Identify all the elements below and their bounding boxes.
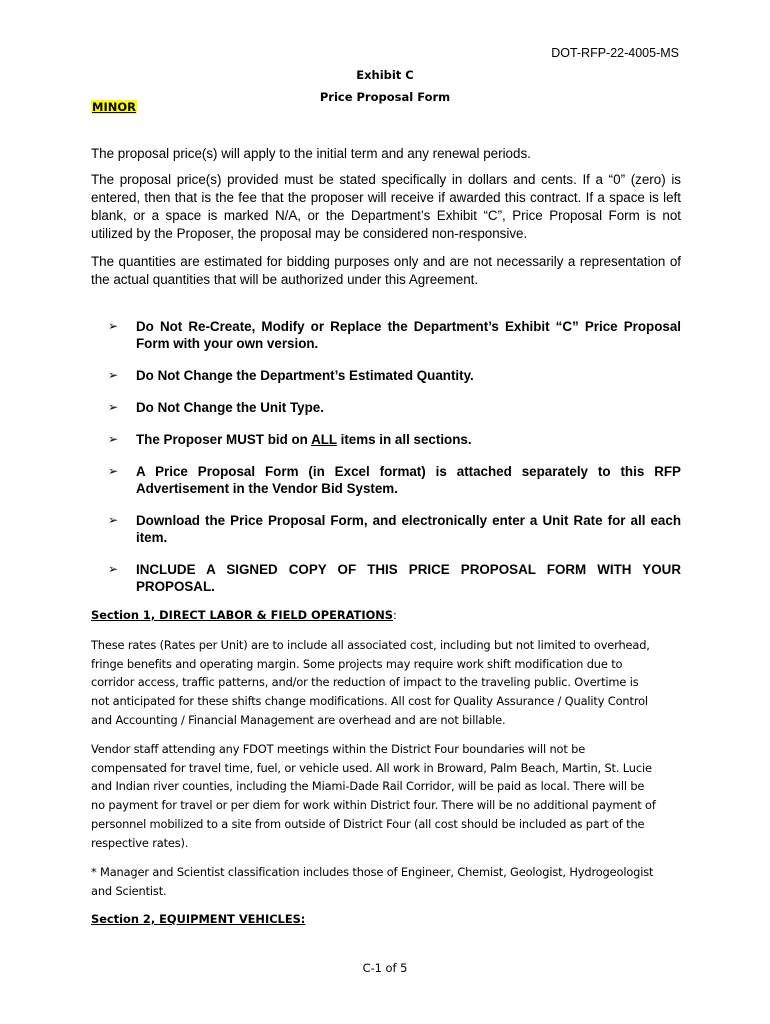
section-1-paragraph-2: Vendor staff attending any FDOT meetings within the District Four boundaries will not be compensated for travel time, fuel, or vehicle used. All work in Broward, Palm Beach, Martin, St. Lucie and Indian river counties, including the Miami-Dade Rail Corridor, will be paid as local. There will be no payment for travel or per diem for work within District four. There will be no additional payment of personnel mobilized to a site from outside of District Four (all cost should be included as part of the respective rates).: [91, 742, 656, 850]
form-title: Price Proposal Form: [319, 90, 451, 104]
arrow-bullet-icon: ➢: [108, 319, 119, 333]
arrow-bullet-icon: ➢: [108, 368, 119, 382]
arrow-bullet-icon: ➢: [108, 432, 119, 446]
instruction-item: [108, 399, 681, 416]
instruction-emphasis: ALL: [311, 432, 337, 447]
instruction-text: Do Not Re-Create, Modify or Replace the Department’s Exhibit “C” Price Proposal Form with your own version.: [136, 319, 681, 351]
instruction-text: A Price Proposal Form (in Excel format) is attached separately to this RFP Advertisement in the Vendor Bid System.: [136, 464, 681, 496]
instruction-item: [108, 431, 681, 448]
instruction-text: INCLUDE A SIGNED COPY OF THIS PRICE PROPOSAL FORM WITH YOUR PROPOSAL.: [136, 562, 681, 594]
page-number: C-1 of 5: [362, 961, 408, 975]
section-2-heading-text: Section 2, EQUIPMENT VEHICLES:: [91, 912, 306, 926]
section-1-heading: [91, 608, 397, 622]
section-2-heading: [91, 912, 305, 926]
intro-paragraph-2: The proposal price(s) provided must be stated specifically in dollars and cents. If a “0” (zero) is entered, then that is the fee that the proposer will receive if awarded this contract. If a space is left blank, or a space is marked N/A, or the Department’s Exhibit “C”, Price Proposal Form is not utilized by the Proposer, the proposal may be considered non-responsive.: [91, 172, 681, 241]
arrow-bullet-icon: ➢: [108, 400, 119, 414]
document-id: DOT-RFP-22-4005-MS: [551, 46, 679, 60]
instruction-item: [108, 318, 681, 352]
intro-paragraph-3: The quantities are estimated for bidding purposes only and are not necessarily a representation of the actual quantities that will be authorized under this Agreement.: [91, 254, 681, 287]
section-1-paragraph-1: These rates (Rates per Unit) are to include all associated cost, including but not limited to overhead, fringe benefits and operating margin. Some projects may require work shift modification due to corridor access, traffic patterns, and/or the reduction of impact to the traveling public. Overtime is not anticipated for these shifts change modifications. All cost for Quality Assurance / Quality Control and Accounting / Financial Management are overhead and are not billable.: [91, 638, 650, 727]
arrow-bullet-icon: ➢: [108, 464, 119, 478]
instruction-text-post: items in all sections.: [336, 432, 472, 447]
section-1-heading-colon: :: [393, 608, 397, 622]
section-1-paragraph-3: * Manager and Scientist classification includes those of Engineer, Chemist, Geologist, Hydrogeologist and Scientist.: [91, 865, 654, 898]
instruction-text: Do Not Change the Unit Type.: [136, 400, 324, 415]
instruction-text: Do Not Change the Department’s Estimated Quantity.: [136, 368, 474, 383]
instruction-text-pre: The Proposer MUST bid on: [136, 432, 312, 447]
minor-label: MINOR: [92, 100, 136, 114]
arrow-bullet-icon: ➢: [108, 513, 119, 527]
section-1-heading-text: Section 1, DIRECT LABOR & FIELD OPERATIONS: [91, 608, 393, 622]
instruction-list: [108, 318, 681, 595]
intro-paragraph-1: The proposal price(s) will apply to the initial term and any renewal periods.: [91, 146, 531, 161]
instruction-text: Download the Price Proposal Form, and electronically enter a Unit Rate for all each item.: [136, 513, 681, 545]
arrow-bullet-icon: ➢: [108, 562, 119, 576]
instruction-item: [108, 367, 681, 384]
instruction-item: [108, 463, 681, 497]
exhibit-title: Exhibit C: [356, 68, 414, 82]
instruction-item: [108, 512, 681, 546]
instruction-item: [108, 561, 681, 595]
